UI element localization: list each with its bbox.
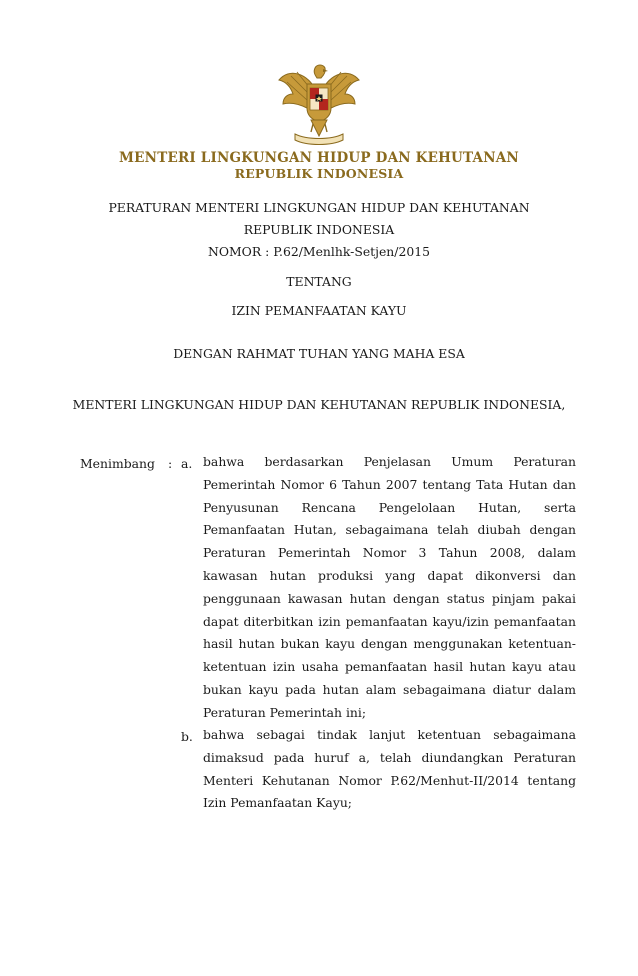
considering-colon: : xyxy=(168,456,173,471)
item-letter: b. xyxy=(181,729,193,744)
ministry-title-line1: MENTERI LINGKUNGAN HIDUP DAN KEHUTANAN xyxy=(119,150,519,166)
considering-label: Menimbang xyxy=(80,456,155,471)
regulation-subject: IZIN PEMANFAATAN KAYU xyxy=(231,303,407,318)
regulation-number: NOMOR : P.62/Menlhk-Setjen/2015 xyxy=(207,244,430,259)
regulation-title-line2: REPUBLIK INDONESIA xyxy=(243,222,395,237)
issuer-line: MENTERI LINGKUNGAN HIDUP DAN KEHUTANAN REPUBLIK INDONESIA, xyxy=(72,397,566,412)
regulation-title-line1: PERATURAN MENTERI LINGKUNGAN HIDUP DAN KEHUTANAN xyxy=(108,200,530,215)
item-text: bahwa sebagai tindak lanjut ketentuan sebagaimana dimaksud pada huruf a, telah diundangkan Peraturan Menteri Kehutanan Nomor P.62/Menhut-II/2014 tentang Izin Pemanfaatan Kayu; xyxy=(203,727,576,811)
ministry-title-line2: REPUBLIK INDONESIA xyxy=(234,166,404,181)
item-text: bahwa berdasarkan Penjelasan Umum Peraturan Pemerintah Nomor 6 Tahun 2007 tentang Tata Hutan dan Penyusunan Rencana Pengelolaan Hutan, serta Pemanfaatan Hutan, sebagaimana telah diubah dengan Peraturan Pemerintah Nomor 3 Tahun 2008, dalam kawasan hutan produksi yang dapat dikonversi dan penggunaan kawasan hutan dengan status pinjam pakai dapat diterbitkan izin pemanfaatan kayu/izin pemanfaatan hasil hutan bukan kayu dengan menggunakan ketentuan-ketentuan izin usaha pemanfaatan hasil hutan kayu atau bukan kayu pada hutan alam sebagaimana diatur dalam Peraturan Pemerintah ini; xyxy=(203,454,576,720)
item-letter: a. xyxy=(181,456,193,471)
about-label: TENTANG xyxy=(286,274,352,289)
blessing-line: DENGAN RAHMAT TUHAN YANG MAHA ESA xyxy=(173,346,465,361)
garuda-emblem-icon xyxy=(277,62,361,148)
